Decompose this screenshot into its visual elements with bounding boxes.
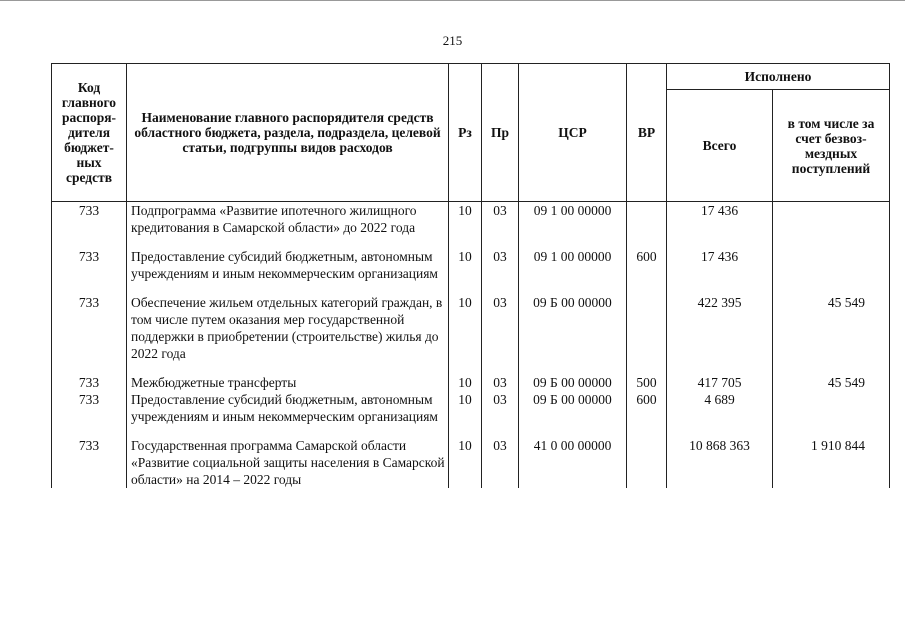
row-name: Предоставление субсидий бюджетным, автономным учреждениям и иным некоммерческим организациям [127, 391, 449, 425]
row-vr: 600 [627, 391, 667, 425]
row-gratuitous [773, 391, 890, 425]
row-rz: 10 [449, 391, 482, 425]
header-code: Код главного распоря-дителя бюджет-ных средств [52, 64, 127, 202]
row-vr [627, 294, 667, 362]
table-row [52, 202, 890, 237]
top-rule [0, 0, 905, 1]
page-number: 215 [442, 33, 463, 48]
header-total: Всего [667, 90, 773, 202]
table-row [52, 437, 890, 488]
header-csr: ЦСР [519, 64, 627, 202]
table-row [52, 391, 890, 425]
row-gratuitous: 1 910 844 [773, 437, 890, 488]
table-row [52, 248, 890, 282]
header-name: Наименование главного распорядителя средств областного бюджета, раздела, подраздела, целевой статьи, подгруппы видов расходов [127, 64, 449, 202]
row-rz: 10 [449, 294, 482, 362]
header-rz: Рз [449, 64, 482, 202]
row-gratuitous [773, 202, 890, 237]
row-csr: 09 Б 00 00000 [519, 374, 627, 391]
row-name: Обеспечение жильем отдельных категорий граждан, в том числе путем оказания мер государственной поддержки в приобретении (строительстве) жилья до 2022 года [127, 294, 449, 362]
row-csr: 09 1 00 00000 [519, 248, 627, 282]
header-vr: ВР [627, 64, 667, 202]
row-code: 733 [52, 248, 127, 282]
row-code: 733 [52, 202, 127, 237]
row-name: Государственная программа Самарской области «Развитие социальной защиты населения в Самарской области» на 2014 – 2022 годы [127, 437, 449, 488]
row-pr: 03 [482, 294, 519, 362]
table-row [52, 374, 890, 391]
row-csr: 09 Б 00 00000 [519, 391, 627, 425]
row-csr: 09 1 00 00000 [519, 202, 627, 237]
row-gratuitous: 45 549 [773, 374, 890, 391]
row-pr: 03 [482, 437, 519, 488]
row-rz: 10 [449, 374, 482, 391]
row-code: 733 [52, 391, 127, 425]
row-pr: 03 [482, 202, 519, 237]
table-row [52, 294, 890, 362]
row-code: 733 [52, 374, 127, 391]
header-executed: Исполнено [667, 64, 890, 90]
row-gratuitous [773, 248, 890, 282]
row-total: 4 689 [667, 391, 773, 425]
row-total: 417 705 [667, 374, 773, 391]
budget-table [51, 63, 890, 488]
row-csr: 09 Б 00 00000 [519, 294, 627, 362]
row-name: Предоставление субсидий бюджетным, автономным учреждениям и иным некоммерческим организациям [127, 248, 449, 282]
row-total: 422 395 [667, 294, 773, 362]
row-gratuitous: 45 549 [773, 294, 890, 362]
row-rz: 10 [449, 437, 482, 488]
row-pr: 03 [482, 374, 519, 391]
row-total: 10 868 363 [667, 437, 773, 488]
row-csr: 41 0 00 00000 [519, 437, 627, 488]
header-pr: Пр [482, 64, 519, 202]
row-code: 733 [52, 294, 127, 362]
row-total: 17 436 [667, 202, 773, 237]
row-rz: 10 [449, 248, 482, 282]
row-name: Подпрограмма «Развитие ипотечного жилищного кредитования в Самарской области» до 2022 года [127, 202, 449, 237]
row-code: 733 [52, 437, 127, 488]
header-gratuitous: в том числе за счет безвоз-мездных поступлений [773, 90, 890, 202]
row-name: Межбюджетные трансферты [127, 374, 449, 391]
row-vr: 600 [627, 248, 667, 282]
row-vr [627, 437, 667, 488]
row-vr: 500 [627, 374, 667, 391]
row-vr [627, 202, 667, 237]
row-pr: 03 [482, 248, 519, 282]
row-pr: 03 [482, 391, 519, 425]
row-total: 17 436 [667, 248, 773, 282]
row-rz: 10 [449, 202, 482, 237]
